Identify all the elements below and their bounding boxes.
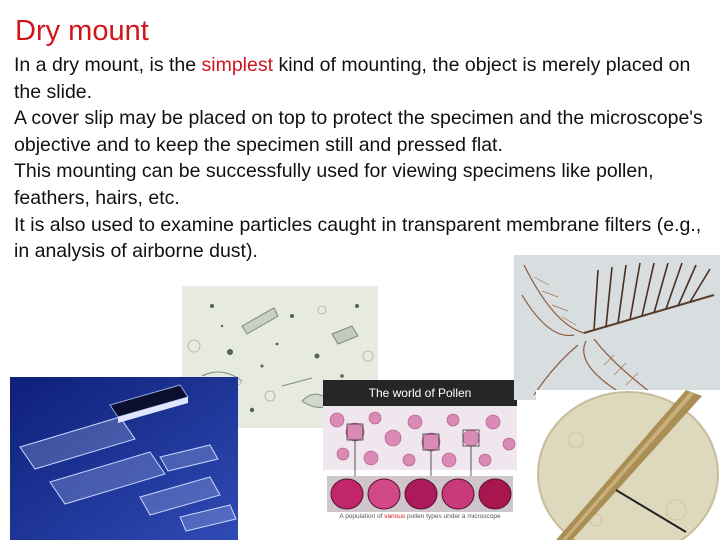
highlight-word: simplest [201, 54, 274, 76]
paragraph-1 [14, 52, 714, 105]
feather-graphic [514, 255, 720, 400]
paragraph-3: This mounting can be successfully used for viewing specimens like pollen, feathers, hairs, etc. [14, 160, 654, 209]
hair-graphic [536, 390, 720, 540]
caption-end: pollen types under a microscope [405, 513, 501, 520]
paragraph-4: It is also used to examine particles caught in transparent membrane filters (e.g., in analysis of airborne dust). [14, 213, 702, 263]
feather-image [514, 255, 720, 400]
caption-start: A population of [339, 513, 385, 520]
pollen-grains-graphic [323, 380, 517, 522]
paragraph-2: A cover slip may be placed on top to protect the specimen and the microscope's objective and to keep the specimen still and pressed flat. [14, 107, 703, 156]
pollen-image [323, 380, 517, 522]
paragraph-1-end: kind of mounting, the object is merely placed on the slide. [14, 54, 691, 103]
hair-micrograph-image [536, 390, 720, 540]
slide-title: Dry mount [15, 15, 149, 47]
slide-body [14, 52, 714, 265]
caption-highlight: various [384, 513, 406, 520]
slides-graphic [10, 377, 238, 540]
paragraph-1-start: In a dry mount, is the [14, 54, 202, 76]
pollen-caption [323, 512, 517, 522]
glass-slides-image [10, 377, 238, 540]
pollen-header: The world of Pollen [323, 380, 517, 406]
